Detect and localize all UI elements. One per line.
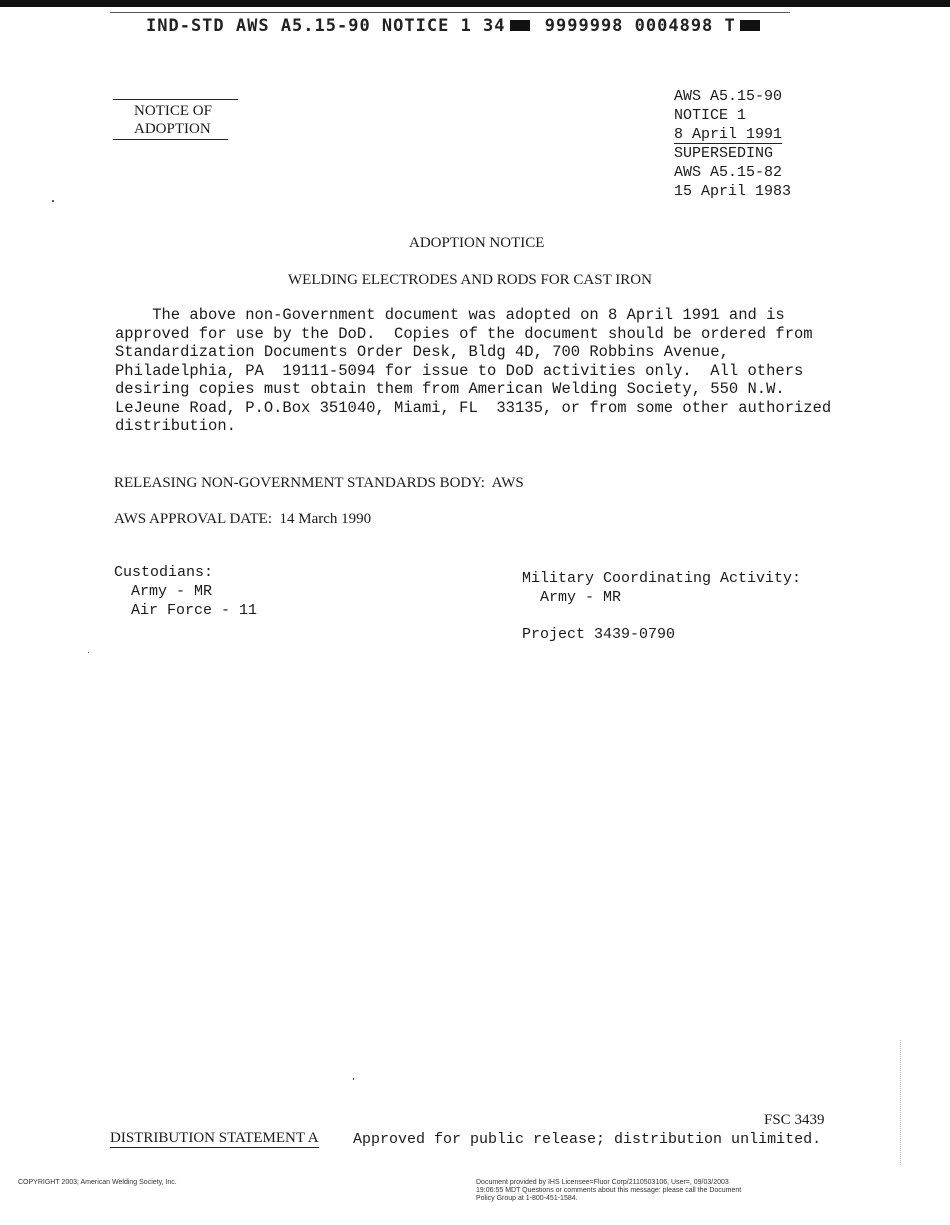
- releasing-body-value: AWS: [491, 475, 524, 491]
- releasing-body-label: RELEASING NON-GOVERNMENT STANDARDS BODY:: [114, 475, 485, 491]
- redaction-block-icon: [740, 20, 760, 31]
- notice-box-line1: NOTICE OF: [134, 103, 212, 119]
- page-title: ADOPTION NOTICE: [409, 235, 545, 251]
- project-number: Project 3439-0790: [522, 626, 676, 643]
- military-activity-label: Military Coordinating Activity:: [522, 570, 802, 587]
- notice-box-top-rule: [113, 99, 238, 100]
- header-code: 9999998 0004898 T: [544, 16, 736, 36]
- custodian-item: Air Force - 11: [131, 602, 258, 619]
- scan-edge-dots: [900, 1040, 902, 1165]
- notice-box-bottom-rule: [113, 139, 228, 140]
- custodian-item: Army - MR: [131, 583, 213, 600]
- doc-notice-date: 8 April 1991: [674, 126, 783, 143]
- approval-date-value: 14 March 1990: [279, 511, 372, 527]
- superseded-standard: AWS A5.15-82: [674, 164, 783, 181]
- scan-speck: [353, 1078, 354, 1080]
- scan-speck: [88, 652, 89, 653]
- header-rule: [110, 12, 790, 13]
- scan-speck: [52, 200, 54, 202]
- copyright-notice: COPYRIGHT 2003; American Welding Society, Inc.: [18, 1179, 177, 1186]
- header-id: IND-STD AWS A5.15-90 NOTICE 1 34: [146, 16, 506, 36]
- superseding-label: SUPERSEDING: [674, 145, 774, 162]
- notice-box-line2: ADOPTION: [134, 121, 211, 137]
- fsc-code: FSC 3439: [764, 1112, 825, 1128]
- document-subject: WELDING ELECTRODES AND RODS FOR CAST IRON: [288, 272, 652, 288]
- approval-date-line: [114, 511, 371, 528]
- adoption-statement: The above non-Government document was adopted on 8 April 1991 and is approved for use by the DoD. Copies of the document should be ordered from Standardization Documents Order Desk, Bldg 4D, 700 Robbins Avenue, Philadelphia, PA 19111-5094 for issue to DoD activities only. All others desiring copies must obtain them from American Welding Society, 550 N.W. LeJeune Road, P.O.Box 351040, Miami, FL 33135, or from some other authorized distribution.: [115, 306, 832, 435]
- doc-standard: AWS A5.15-90: [674, 88, 783, 105]
- redaction-block-icon: [510, 20, 530, 31]
- approval-date-label: AWS APPROVAL DATE:: [114, 511, 272, 527]
- military-activity-item: Army - MR: [540, 589, 622, 606]
- distribution-statement-text: Approved for public release; distribution unlimited.: [353, 1131, 822, 1148]
- scan-top-border: [0, 0, 950, 7]
- doc-notice-number: NOTICE 1: [674, 107, 747, 124]
- distribution-statement-label: DISTRIBUTION STATEMENT A: [110, 1130, 319, 1146]
- header-line: [146, 16, 764, 36]
- releasing-body-line: [114, 475, 524, 492]
- provider-notice: Document provided by IHS Licensee=Fluor Corp/2110503106, User=, 09/03/2003 19:06:55 MDT Questions or comments about this message: please call the Document Policy Group at 1-800-451-1584.: [476, 1179, 742, 1202]
- superseded-date: 15 April 1983: [674, 183, 792, 200]
- custodians-label: Custodians:: [114, 564, 214, 581]
